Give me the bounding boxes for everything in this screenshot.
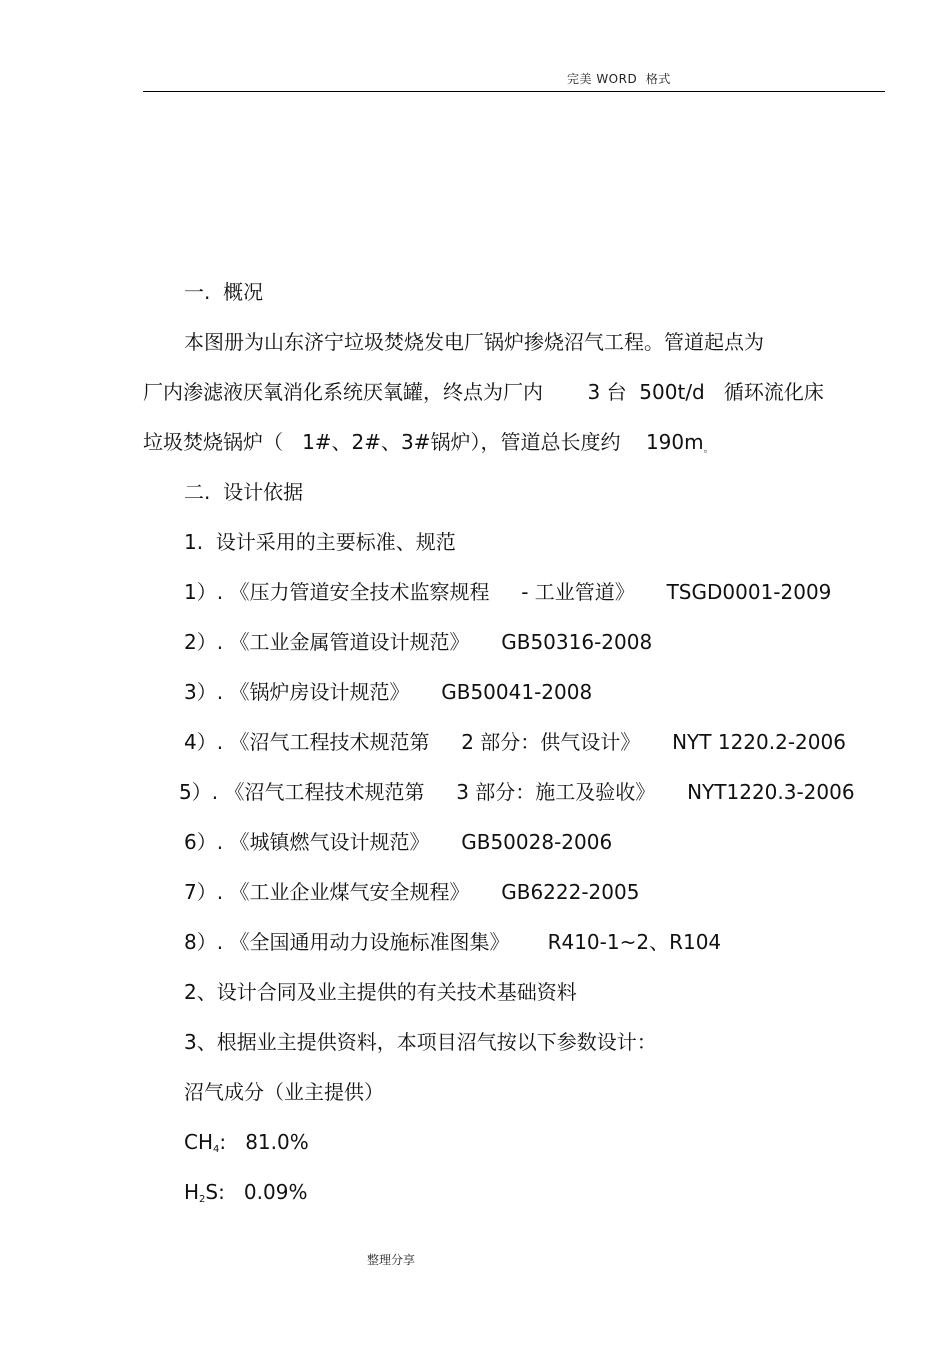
header-divider <box>143 91 885 92</box>
item-2: 2、设计合同及业主提供的有关技术基础资料 <box>184 980 577 1004</box>
h2s-row <box>184 1179 307 1213</box>
intro-paragraph-line-2: 厂内渗滤液厌氧消化系统厌氧罐，终点为厂内 3 台 500t/d 循环流化床 <box>143 380 824 404</box>
standard-item: 6）. 《城镇燃气设计规范》 GB50028-2006 <box>184 830 613 854</box>
standard-item: 2）. 《工业金属管道设计规范》 GB50316-2008 <box>184 630 653 654</box>
standard-item: 4）. 《沼气工程技术规范第 2 部分：供气设计》 NYT 1220.2-2006 <box>184 730 846 754</box>
standard-item: 3）. 《锅炉房设计规范》 GB50041-2008 <box>184 680 593 704</box>
ch4-label: CH <box>184 1130 214 1154</box>
ch4-subscript: 4 <box>213 1144 220 1155</box>
page-header <box>0 68 950 88</box>
standard-item: 5）. 《沼气工程技术规范第 3 部分：施工及验收》 NYT1220.3-2006 <box>179 780 855 804</box>
intro-paragraph-line-1: 本图册为山东济宁垃圾焚烧发电厂锅炉掺烧沼气工程。管道起点为 <box>184 330 764 354</box>
ch4-value: : 81.0% <box>219 1130 309 1154</box>
header-text: 完美 WORD 格式 <box>567 72 671 86</box>
item-3: 3、根据业主提供资料，本项目沼气按以下参数设计： <box>184 1030 657 1054</box>
section-heading-overview: 一. 概况 <box>184 280 264 304</box>
h2s-subscript: 2 <box>199 1194 206 1205</box>
page-footer: 整理分享 <box>367 1253 416 1267</box>
h2s-label: H <box>184 1180 200 1204</box>
standard-item: 8）. 《全国通用动力设施标准图集》 R410-1~2、R104 <box>184 930 722 954</box>
intro-line-3-period: 。 <box>703 444 714 455</box>
standard-item: 1）. 《压力管道安全技术监察规程 - 工业管道》 TSGD0001-2009 <box>184 580 832 604</box>
h2s-value: S: 0.09% <box>205 1180 308 1204</box>
standard-item: 7）. 《工业企业煤气安全规程》 GB6222-2005 <box>184 880 640 904</box>
section-heading-design-basis: 二. 设计依据 <box>184 480 304 504</box>
intro-line-3-text: 垃圾焚烧锅炉（ 1#、2#、3#锅炉），管道总长度约 190m <box>143 430 704 454</box>
item-1-heading: 1. 设计采用的主要标准、规范 <box>184 530 456 554</box>
ch4-row <box>184 1129 309 1163</box>
composition-heading: 沼气成分（业主提供） <box>184 1080 384 1104</box>
intro-paragraph-line-3 <box>143 429 714 463</box>
